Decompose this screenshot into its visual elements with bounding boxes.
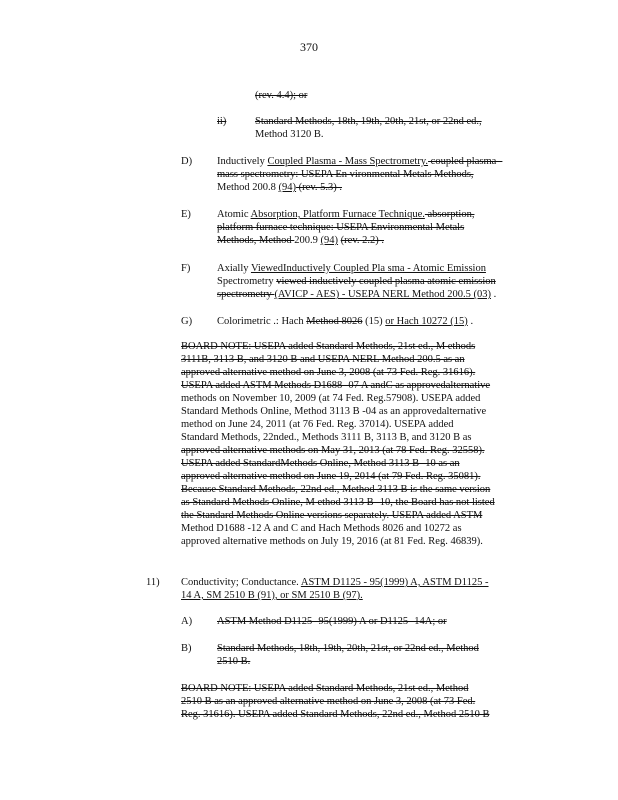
board-note-2-line: 2510 B as an approved alternative method on June 3, 2008 (at 73 Fed. bbox=[181, 696, 476, 707]
item-11a-label: A) bbox=[181, 616, 193, 627]
board-note-1-line: approved alternative method on June 3, 2008 (at 73 Fed. Reg. 31616). bbox=[181, 367, 476, 378]
item-d-label: D) bbox=[181, 156, 193, 167]
item-g-label: G) bbox=[181, 316, 193, 327]
board-note-1-line: approved alternative method on June 19, 2014 (at 79 Fed. Reg. 35081). bbox=[181, 471, 481, 482]
item-g-text: Colorimetric .: Hach Method 8026 (15) or Hach 10272 (15) . bbox=[217, 316, 474, 327]
item-ii-text bbox=[255, 115, 482, 141]
fragment-line bbox=[255, 89, 307, 102]
item-e-label: E) bbox=[181, 209, 191, 220]
item-ii-line1: Standard Methods, 18th, 19th, 20th, 21st, or 22nd ed., bbox=[255, 116, 482, 127]
board-note-1-line: the Standard Methods Online versions separately. USEPA added ASTM bbox=[181, 510, 483, 521]
page-number: 370 bbox=[300, 40, 318, 54]
board-note-2 bbox=[181, 682, 517, 721]
board-note-2-line: Reg. 31616). USEPA added Standard Methods, 22nd ed., Method 2510 B bbox=[181, 709, 490, 720]
item-ii-label: ii) bbox=[217, 116, 227, 127]
item-f-text: Axially ViewedInductively Coupled Pla sma - Atomic Emission Spectrometry viewed inductively coupled plasma atomic emission spectrometry (AVICP - AES) - USEPA NERL Method 200.5 (03) . bbox=[217, 263, 497, 300]
item-11b-text: Standard Methods, 18th, 19th, 20th, 21st, or 22nd ed., Method 2510 B. bbox=[217, 643, 479, 667]
item-f-label: F) bbox=[181, 263, 191, 274]
item-d-text: Inductively Coupled Plasma - Mass Spectrometry. coupled plasma - mass spectrometry: USEPA En vironmental Metals Methods, Method 200.8 (94) (rev. 5.3) . bbox=[217, 156, 503, 193]
item-ii-line2: Method 3120 B. bbox=[255, 129, 324, 140]
board-note-1-line: Method D1688 -12 A and C and Hach Methods 8026 and 10272 as bbox=[181, 523, 462, 534]
board-note-1-line: Standard Methods, 22nded., Methods 3111 B, 3113 B, and 3120 B as bbox=[181, 432, 472, 443]
board-note-1-line: USEPA added ASTM Methods D1688 -07 A andC as approvedalternative bbox=[181, 380, 491, 391]
board-note-1-line: as Standard Methods Online, M ethod 3113 B -10, the Board has not listed bbox=[181, 497, 495, 508]
board-note-1-line: methods on November 10, 2009 (at 74 Fed. Reg.57908). USEPA added bbox=[181, 393, 481, 404]
board-note-1-line: 3111B, 3113 B, and 3120 B and USEPA NERL Method 200.5 as an bbox=[181, 354, 465, 365]
board-note-1-line: Standard Methods Online, Method 3113 B -04 as an approvedalternative bbox=[181, 406, 487, 417]
board-note-1-line: Because Standard Methods, 22nd ed., Method 3113 B is the same version bbox=[181, 484, 491, 495]
item-11a-text: ASTM Method D1125 -95(1999) A or D1125 -14A; or bbox=[217, 616, 447, 627]
board-note-1-line: approved alternative methods on May 31, 2013 (at 78 Fed. Reg. 32558). bbox=[181, 445, 485, 456]
item-e-text: Atomic Absorption, Platform Furnace Technique. absorption, platform furnace technique: USEPA Environmental Metals Methods, Method 200.9 (94) (rev. 2.2) . bbox=[217, 209, 475, 246]
board-note-1-line: BOARD NOTE: USEPA added Standard Methods, 21st ed., M ethods bbox=[181, 341, 476, 352]
fragment-text: (rev. 4.4); or bbox=[255, 90, 308, 101]
board-note-1-line: approved alternative methods on July 19, 2016 (at 81 Fed. Reg. 46839). bbox=[181, 536, 483, 547]
board-note-1 bbox=[181, 340, 517, 548]
item-11b-label: B) bbox=[181, 643, 192, 654]
item-11-text: Conductivity; Conductance. ASTM D1125 - 95(1999) A, ASTM D1125 - 14 A, SM 2510 B (91), or SM 2510 B (97). bbox=[181, 577, 489, 601]
board-note-1-line: method on June 24, 2011 (at 76 Fed. Reg. 37014). USEPA added bbox=[181, 419, 454, 430]
board-note-1-line: USEPA added StandardMethods Online, Method 3113 B -10 as an bbox=[181, 458, 460, 469]
board-note-2-line: BOARD NOTE: USEPA added Standard Methods, 21st ed., Method bbox=[181, 683, 469, 694]
item-11-label: 11) bbox=[146, 577, 160, 588]
